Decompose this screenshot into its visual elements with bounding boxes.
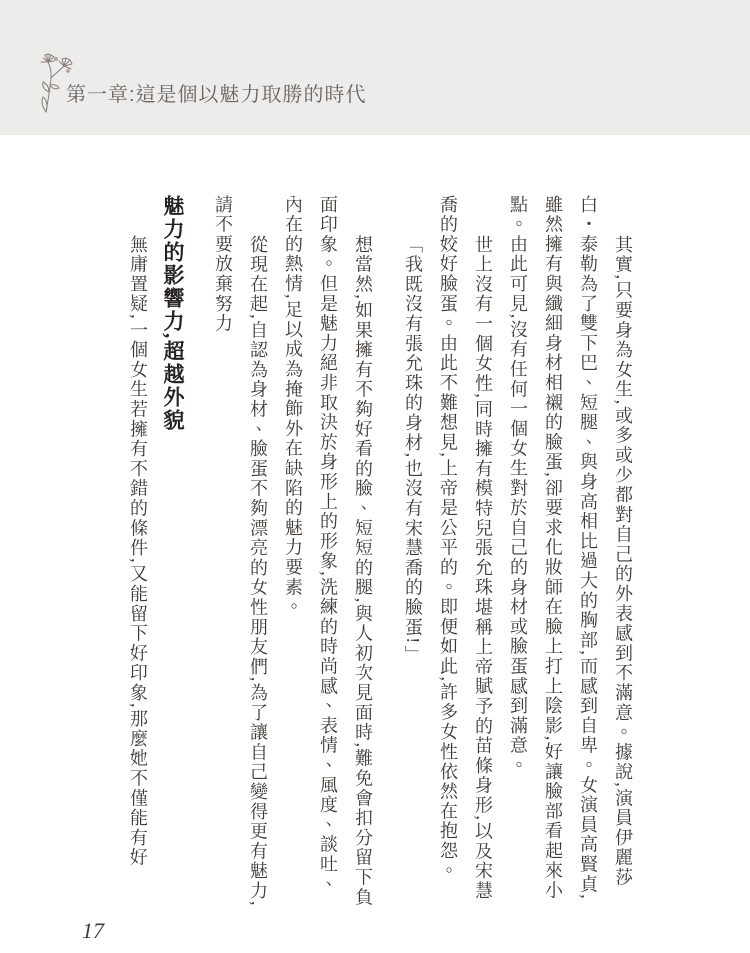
page-number: 17 (82, 918, 104, 943)
section-heading: 魅力的影響力,超越外貌 (161, 195, 185, 433)
paragraph-5: 從現在起,自認為身材、臉蛋不夠漂亮的女性朋友們,為了讓自己變得更有魅力,請不要放棄努力 (213, 195, 268, 907)
paragraph-2-period: 。 (438, 861, 458, 863)
chapter-header (0, 0, 750, 135)
paragraph-1: 其實,只要身為女生,或多或少都對自己的外表感到不滿意。據說,演員伊麗莎白・泰勒為了雙下巴、短腿、與身高相比過大的胸部,而感到自卑。女演員高賢貞,雖然擁有與纖細身材相襯的臉蛋,卻要求化妝師在臉上打上陰影,好讓臉部看起來小點。由此可見,沒有任何一個女生對於自己的身材或臉蛋感到滿意。 (508, 195, 633, 901)
paragraph-4: 想當然,如果擁有不夠好看的臉、短短的腿,與人初次見面時,難免會扣分留下負面印象。但是魅力絕非取決於身形上的形象,洗練的時尚感、表情、風度、談吐、內在的熱情,足以成為掩飾外在缺陷的魅力要素。 (283, 195, 373, 907)
paragraph-6: 無庸置疑,一個女生若擁有不錯的條件,又能留下好印象,那麼她不僅能有好 (128, 234, 148, 868)
body-text (120, 195, 640, 911)
paragraph-2-text: 世上沒有一個女性,同時擁有模特兒張允珠堪稱上帝賦予的苗條身形,以及宋慧喬的姣好臉蛋。由此不難想見,上帝是公平的。即便如此,許多女性依然在抱怨 (438, 195, 493, 901)
paragraph-2 (430, 195, 500, 911)
chapter-title: 第一章:這是個以魅力取勝的時代 (66, 84, 367, 106)
paragraph-3-quote: 「我既沒有張允珠的身材,也沒有宋慧喬的臉蛋!」 (403, 234, 423, 665)
